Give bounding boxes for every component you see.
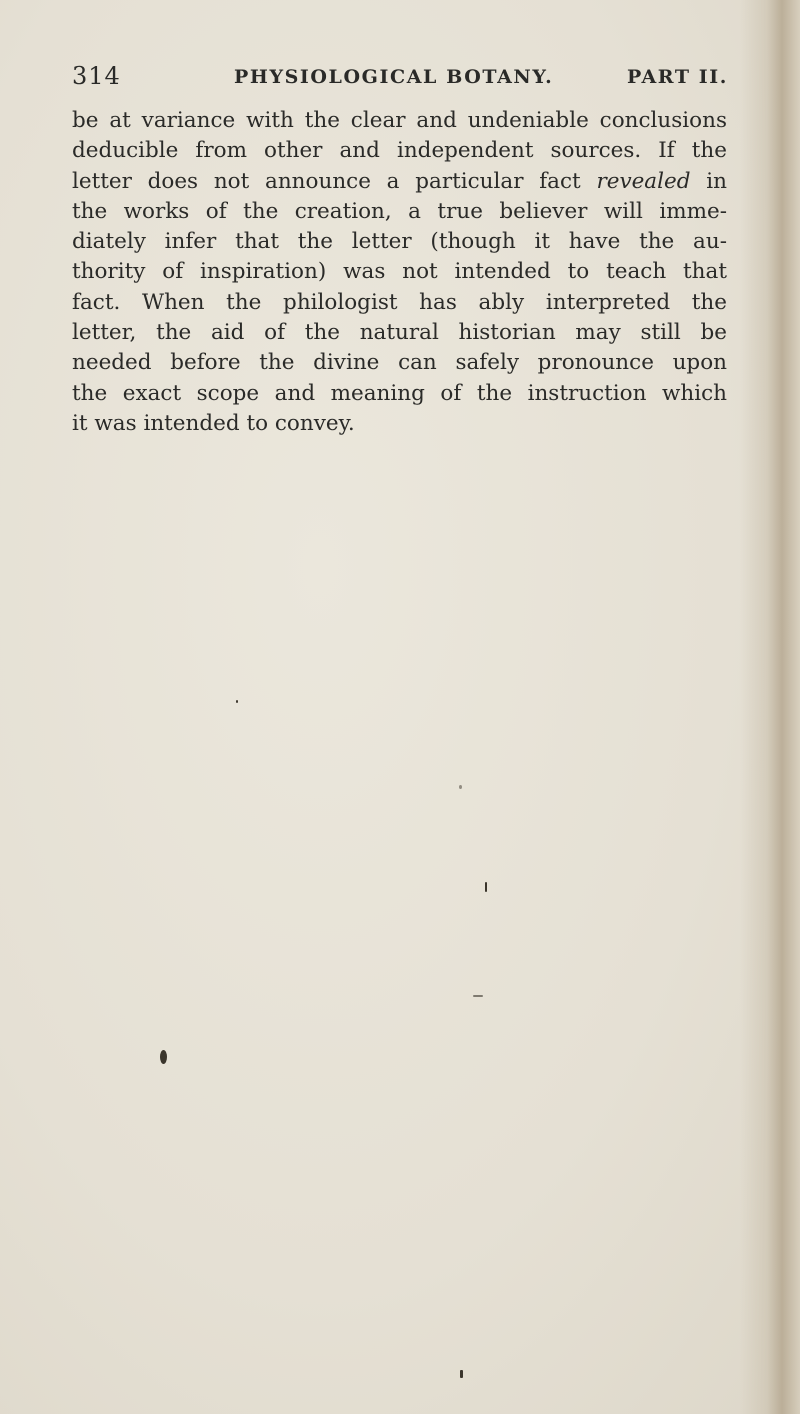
- italic-word: revealed: [596, 168, 691, 194]
- text-line: be at variance with the clear and undeniable conclusions: [72, 108, 727, 133]
- running-head-part: PART II.: [626, 66, 728, 88]
- text-line: letter, the aid of the natural historian may still be: [72, 320, 727, 346]
- paper-speck: [236, 700, 238, 703]
- paper-speck: [460, 1370, 463, 1378]
- running-head-title: PHYSIOLOGICAL BOTANY.: [234, 66, 554, 88]
- text-line: thority of inspiration) was not intended to teach that: [72, 259, 727, 285]
- page-number: 314: [72, 62, 121, 90]
- body-paragraph: [72, 106, 727, 439]
- paper-speck: [459, 785, 462, 789]
- paper-speck: [473, 995, 483, 997]
- text-line: the works of the creation, a true believer will imme-: [72, 198, 727, 224]
- text-line: [72, 167, 727, 197]
- text-line: the exact scope and meaning of the instruction which: [72, 380, 727, 406]
- page-gutter-shadow: [740, 0, 800, 1414]
- text-fragment: letter does not announce a particular fact: [72, 168, 581, 194]
- paper-speck: [160, 1050, 167, 1064]
- text-line: deducible from other and independent sources. If the: [72, 138, 727, 164]
- text-line: diately infer that the letter (though it have the au-: [72, 229, 727, 255]
- text-line: needed before the divine can safely pronounce upon: [72, 350, 727, 376]
- paper-speck: [485, 882, 487, 892]
- text-line: it was intended to convey.: [72, 410, 355, 436]
- text-fragment: in: [706, 168, 727, 194]
- text-line: fact. When the philologist has ably interpreted the: [72, 289, 727, 315]
- running-head: [72, 62, 728, 94]
